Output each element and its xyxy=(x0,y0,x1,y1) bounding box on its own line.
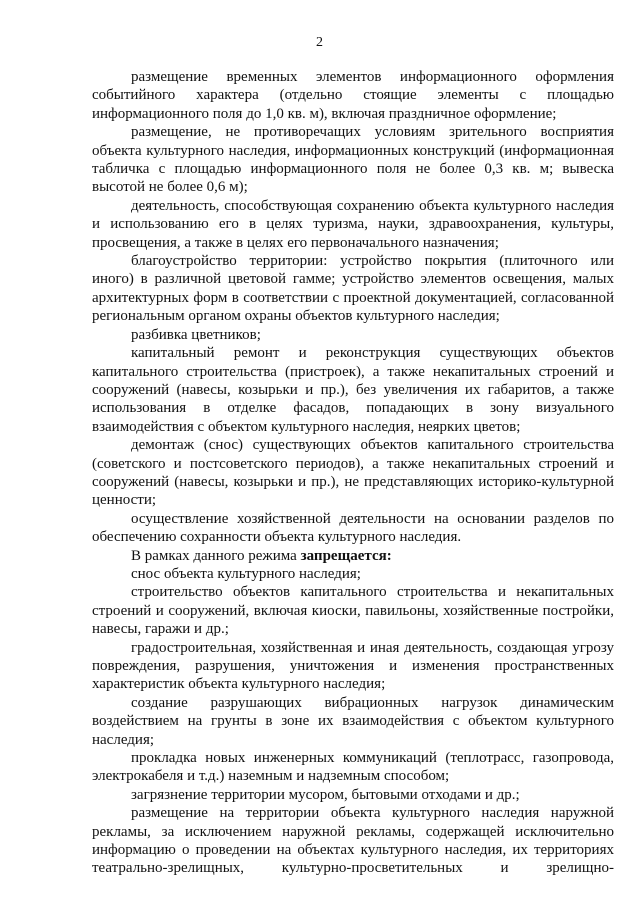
prohibited-item: создание разрушающих вибрационных нагрузок динамическим воздействием на грунты в зоне их взаимодействия с объектом культурного наследия; xyxy=(92,694,614,748)
prohibited-item: строительство объектов капитального строительства и некапитальных строений и сооружений, включая киоски, павильоны, хозяйственные постройки, навесы, гаражи и др.; xyxy=(92,584,614,638)
prohibited-item: градостроительная, хозяйственная и иная деятельность, создающая угрозу повреждения, разрушения, уничтожения и изменения пространственных характеристик объекта культурного наследия; xyxy=(92,639,614,693)
prohibited-item: размещение на территории объекта культурного наследия наружной рекламы, за исключением наружной рекламы, содержащей исключительно информацию о проведении на объектах культурного наследия, их территориях театрально-зрелищных, культурно-просветительных и зрелищно- xyxy=(92,805,614,877)
paragraph: разбивка цветников; xyxy=(131,326,261,343)
document-body xyxy=(92,68,614,878)
paragraph: демонтаж (снос) существующих объектов капитального строительства (советского и постсоветского периодов), а также некапитальных строений и сооружений (навесы, козырьки и пр.), не представляющих историко-культурной ценности; xyxy=(92,437,614,509)
paragraph: капитальный ремонт и реконструкция существующих объектов капитального строительства (пристроек), а также некапитальных строений и сооружений (навесы, козырьки и пр.), без увеличения их габаритов, а также использования в отделке фасадов, попадающих в зону визуального взаимодействия с объектом культурного наследия, неярких цветов; xyxy=(92,345,614,435)
paragraph: благоустройство территории: устройство покрытия (плиточного или иного) в различной цветовой гамме; устройство элементов освещения, малых архитектурных форм в соответствии с проектной документацией, согласованной региональным органом охраны объектов культурного наследия; xyxy=(92,253,614,325)
paragraph: размещение, не противоречащих условиям зрительного восприятия объекта культурного наследия, информационных конструкций (информационная табличка с площадью информационного поля не более 0,3 кв. м; вывеска высотой не более 0,6 м); xyxy=(92,124,614,196)
paragraph: осуществление хозяйственной деятельности на основании разделов по обеспечению сохранности объекта культурного наследия. xyxy=(92,510,614,546)
regime-intro-text: В рамках данного режима xyxy=(131,547,301,564)
prohibited-item: прокладка новых инженерных коммуникаций (теплотрасс, газопровода, электрокабеля и т.д.) наземным и надземным способом; xyxy=(92,750,614,785)
paragraph: деятельность, способствующая сохранению объекта культурного наследия и использованию его в целях туризма, науки, здравоохранения, культуры, просвещения, а также в целях его первоначального назначения; xyxy=(92,197,614,251)
regime-intro-bold: запрещается: xyxy=(300,547,392,564)
prohibited-item: загрязнение территории мусором, бытовыми отходами и др.; xyxy=(131,786,520,803)
prohibited-item: снос объекта культурного наследия; xyxy=(131,565,361,582)
regime-intro xyxy=(92,547,614,565)
paragraph: размещение временных элементов информационного оформления событийного характера (отдельно стоящие элементы с площадью информационного поля до 1,0 кв. м), включая праздничное оформление; xyxy=(92,69,614,122)
page-number: 2 xyxy=(316,35,323,50)
